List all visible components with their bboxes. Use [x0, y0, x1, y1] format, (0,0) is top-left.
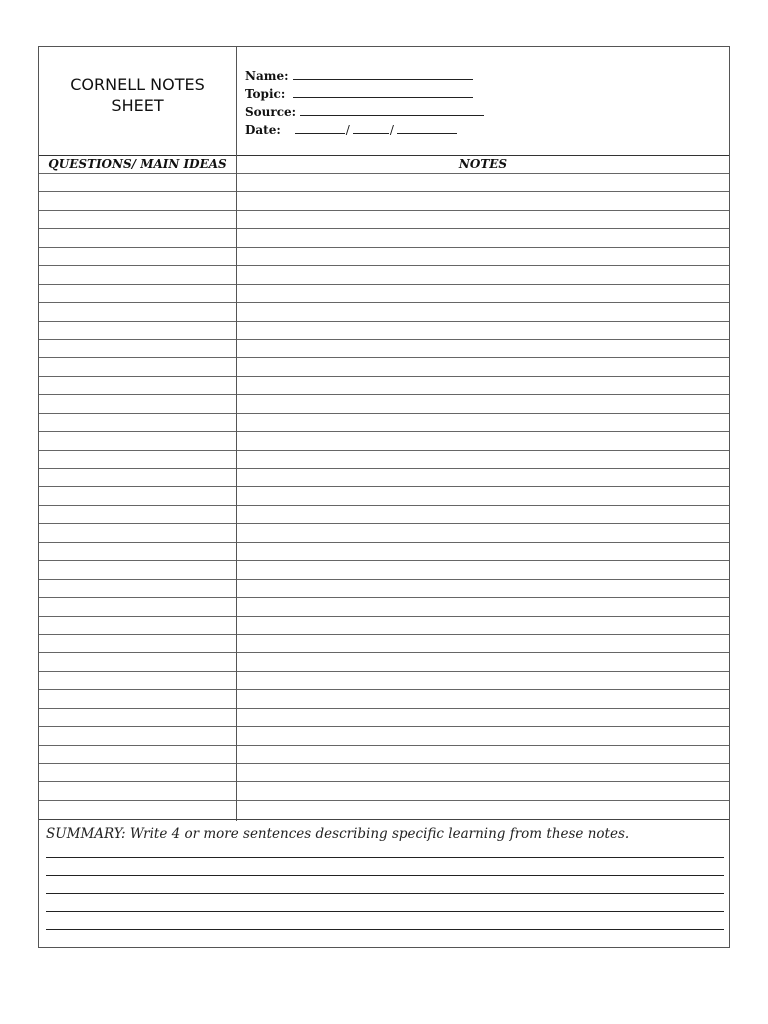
- table-row[interactable]: [39, 745, 729, 763]
- table-row[interactable]: [39, 579, 729, 597]
- table-row[interactable]: [39, 431, 729, 449]
- table-row[interactable]: [39, 708, 729, 726]
- table-row[interactable]: [39, 302, 729, 320]
- sheet-header: [39, 47, 729, 156]
- questions-column-header: QUESTIONS/ MAIN IDEAS: [48, 157, 227, 171]
- table-row[interactable]: [39, 542, 729, 560]
- table-row[interactable]: [39, 191, 729, 209]
- date-month-field[interactable]: [295, 120, 345, 134]
- date-year-field[interactable]: [397, 120, 457, 134]
- table-row[interactable]: [39, 284, 729, 302]
- summary-line[interactable]: [46, 875, 724, 876]
- table-row[interactable]: [39, 468, 729, 486]
- title-box: [39, 47, 237, 155]
- table-row[interactable]: [39, 265, 729, 283]
- table-row[interactable]: [39, 634, 729, 652]
- table-row[interactable]: [39, 339, 729, 357]
- table-row[interactable]: [39, 523, 729, 541]
- summary-line[interactable]: [46, 857, 724, 858]
- table-row[interactable]: [39, 173, 729, 191]
- info-fields: [245, 66, 484, 138]
- date-label: Date:: [245, 123, 281, 137]
- table-row[interactable]: [39, 210, 729, 228]
- topic-field[interactable]: [293, 84, 473, 98]
- source-row: [245, 102, 484, 120]
- summary-line[interactable]: [46, 893, 724, 894]
- table-row[interactable]: [39, 228, 729, 246]
- table-row[interactable]: [39, 376, 729, 394]
- table-row[interactable]: [39, 781, 729, 799]
- table-row[interactable]: [39, 671, 729, 689]
- table-row[interactable]: [39, 321, 729, 339]
- table-row[interactable]: [39, 560, 729, 578]
- name-field[interactable]: [293, 66, 473, 80]
- summary-section: [39, 819, 729, 948]
- cornell-notes-sheet: [38, 46, 730, 948]
- table-row[interactable]: [39, 652, 729, 670]
- summary-line[interactable]: [46, 929, 724, 930]
- date-separator: /: [345, 123, 350, 137]
- source-field[interactable]: [300, 102, 484, 116]
- name-label: Name:: [245, 69, 289, 83]
- topic-label: Topic:: [245, 87, 286, 101]
- table-row[interactable]: [39, 357, 729, 375]
- table-row[interactable]: [39, 486, 729, 504]
- summary-line[interactable]: [46, 911, 724, 912]
- table-row[interactable]: [39, 763, 729, 781]
- date-separator: /: [389, 123, 394, 137]
- date-day-field[interactable]: [353, 120, 389, 134]
- table-row[interactable]: [39, 394, 729, 412]
- source-label: Source:: [245, 105, 297, 119]
- table-row[interactable]: [39, 450, 729, 468]
- name-row: [245, 66, 484, 84]
- summary-prompt: SUMMARY: Write 4 or more sentences describing specific learning from these notes.: [46, 826, 630, 842]
- table-row[interactable]: [39, 726, 729, 744]
- table-row[interactable]: [39, 689, 729, 707]
- column-divider: [236, 155, 237, 821]
- table-row[interactable]: [39, 616, 729, 634]
- table-row[interactable]: [39, 800, 729, 818]
- table-row[interactable]: [39, 505, 729, 523]
- table-row[interactable]: [39, 247, 729, 265]
- topic-row: [245, 84, 484, 102]
- page-title: CORNELL NOTES SHEET: [70, 75, 205, 115]
- table-row[interactable]: [39, 597, 729, 615]
- table-row[interactable]: [39, 413, 729, 431]
- note-rows: [39, 173, 729, 818]
- notes-column-header: NOTES: [458, 157, 508, 171]
- date-row: [245, 120, 484, 138]
